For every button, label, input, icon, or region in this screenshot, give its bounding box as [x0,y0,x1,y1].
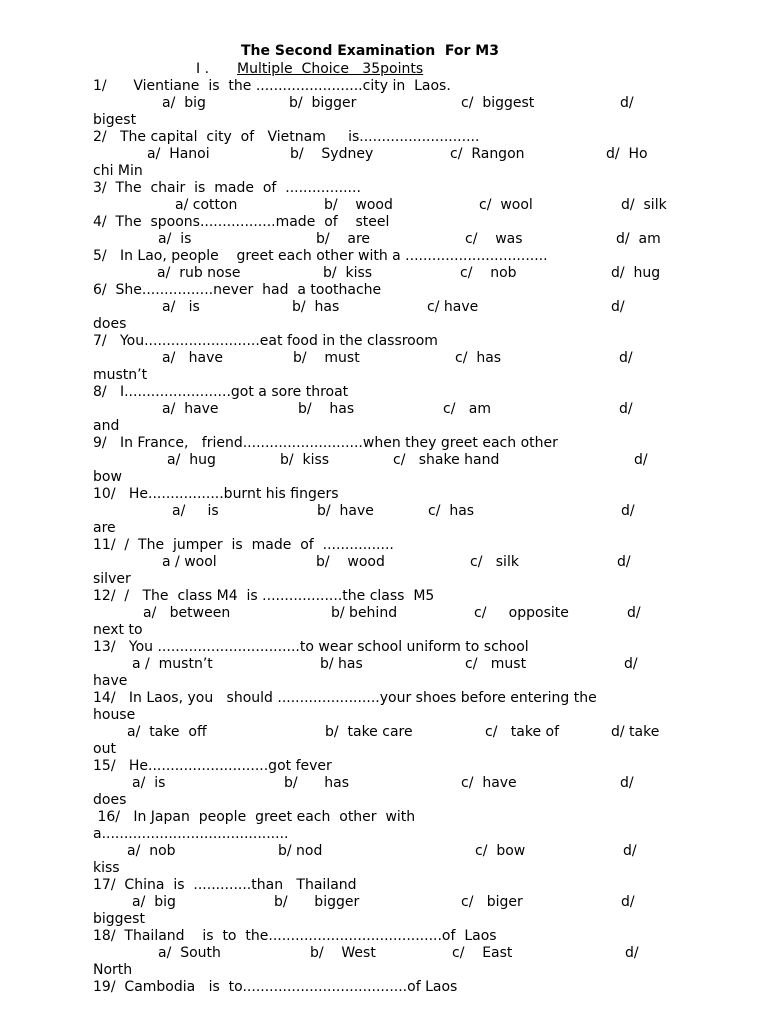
option-a: a/ cotton [175,197,238,213]
option-continuation: biggest [93,911,145,927]
options-row [0,146,768,163]
option-c: c/ biggest [461,95,535,111]
option-d: d/ [619,401,633,417]
option-c: c/ has [428,503,475,519]
option-d: d/ [623,843,637,859]
option-a: a / wool [162,554,217,570]
option-b: b/ are [316,231,371,247]
option-continuation: out [93,741,116,757]
section-heading [196,61,423,78]
option-a: a/ hug [167,452,216,468]
options-row [0,503,768,520]
options-row [0,197,768,214]
option-continuation: mustn’t [93,367,148,383]
options-row [0,894,768,911]
options-row [0,656,768,673]
option-b: b/ kiss [323,265,373,281]
option-b: b/ West [310,945,376,961]
question-text: 7/ You..........................eat food in the classroom [93,333,438,349]
option-c: c/ bow [475,843,526,859]
options-row [0,452,768,469]
question-text: 16/ In Japan people greet each other with [93,809,416,825]
question-continuation: a.......................................... [93,826,289,842]
option-c: c/ has [455,350,502,366]
exam-title: The Second Examination For M3 [241,43,499,59]
question-text: 3/ The chair is made of ................. [93,180,361,196]
option-c: c/ am [443,401,491,417]
option-d: d/ [621,503,635,519]
option-d: d/ [624,656,638,672]
question-text: 19/ Cambodia is to.....................................of Laos [93,979,458,995]
option-c: c/ nob [460,265,517,281]
option-d: d/ am [616,231,661,247]
options-row [0,401,768,418]
option-continuation: kiss [93,860,120,876]
question-text: 5/ In Lao, people greet each other with a ................................ [93,248,548,264]
option-d: d/ [620,95,634,111]
option-continuation: next to [93,622,143,638]
option-b: b/ wood [324,197,393,213]
option-c: c/ opposite [474,605,569,621]
option-a: a/ have [162,350,223,366]
option-c: c/ take of [485,724,559,740]
options-row [0,945,768,962]
option-continuation: bigest [93,112,137,128]
option-c: c/ must [465,656,527,672]
option-b: b/ has [298,401,355,417]
section-label: Multiple Choice 35points [237,61,424,77]
option-a: a/ is [132,775,166,791]
question-text: 13/ You ................................to wear school uniform to school [93,639,529,655]
option-b: b/ must [293,350,360,366]
option-d: d/ [619,350,633,366]
option-d: d/ [617,554,631,570]
option-c: c/ wool [479,197,533,213]
option-continuation: and [93,418,120,434]
option-a: a/ Hanoi [147,146,210,162]
option-c: c/ have [427,299,479,315]
option-continuation: does [93,316,127,332]
option-a: a/ between [143,605,231,621]
question-text: 14/ In Laos, you should .......................your shoes before entering the [93,690,597,706]
option-continuation: are [93,520,116,536]
question-text: 2/ The capital city of Vietnam is........................... [93,129,480,145]
option-a: a/ take off [127,724,207,740]
option-b: b/ has [284,775,350,791]
options-row [0,350,768,367]
section-number: I . [196,61,210,77]
option-b: b/ have [317,503,374,519]
option-d: d/ [627,605,641,621]
question-text: 18/ Thailand is to the.......................................of Laos [93,928,497,944]
question-text: 6/ She................never had a toothache [93,282,382,298]
option-b: b/ wood [316,554,385,570]
options-row [0,231,768,248]
option-a: a/ have [162,401,219,417]
option-continuation: bow [93,469,122,485]
option-continuation: chi Min [93,163,143,179]
question-text: 10/ He.................burnt his fingers [93,486,339,502]
option-a: a / mustn’t [132,656,213,672]
question-text: 4/ The spoons.................made of steel [93,214,390,230]
option-c: c/ Rangon [450,146,525,162]
option-b: b/ Sydney [290,146,374,162]
option-d: d/ take [611,724,660,740]
question-text: 9/ In France, friend...........................when they greet each other [93,435,558,451]
option-c: c/ was [465,231,523,247]
option-d: d/ silk [621,197,667,213]
option-a: a/ is [162,299,200,315]
option-continuation: does [93,792,127,808]
option-a: a/ South [158,945,221,961]
option-b: b/ behind [331,605,398,621]
option-b: b/ bigger [274,894,360,910]
question-continuation: house [93,707,136,723]
question-text: 1/ Vientiane is the ........................city in Laos. [93,78,451,94]
option-d: d/ hug [611,265,661,281]
option-c: c/ shake hand [393,452,500,468]
option-b: b/ take care [325,724,413,740]
options-row [0,299,768,316]
options-row [0,843,768,860]
question-text: 15/ He...........................got fever [93,758,332,774]
option-d: d/ [625,945,639,961]
option-d: d/ [634,452,648,468]
question-text: 12/ / The class M4 is ..................the class M5 [93,588,435,604]
options-row [0,775,768,792]
option-b: b/ has [320,656,363,672]
question-text: 17/ China is .............than Thailand [93,877,357,893]
options-row [0,724,768,741]
option-a: a/ big [132,894,176,910]
option-continuation: silver [93,571,131,587]
option-c: c/ have [461,775,517,791]
options-row [0,605,768,622]
options-row [0,95,768,112]
option-c: c/ silk [470,554,519,570]
option-b: b/ has [292,299,340,315]
option-continuation: North [93,962,133,978]
option-a: a/ big [162,95,206,111]
options-row [0,554,768,571]
option-a: a/ is [158,231,192,247]
option-a: a/ is [172,503,219,519]
option-d: d/ [611,299,625,315]
option-c: c/ East [452,945,513,961]
question-text: 11/ / The jumper is made of ................ [93,537,394,553]
option-d: d/ [620,775,634,791]
option-c: c/ biger [461,894,523,910]
option-b: b/ nod [278,843,323,859]
question-text: 8/ I........................got a sore throat [93,384,349,400]
option-a: a/ rub nose [157,265,241,281]
option-b: b/ kiss [280,452,330,468]
option-d: d/ Ho [606,146,648,162]
options-row [0,265,768,282]
option-continuation: have [93,673,128,689]
option-a: a/ nob [127,843,176,859]
option-b: b/ bigger [289,95,357,111]
option-d: d/ [621,894,635,910]
